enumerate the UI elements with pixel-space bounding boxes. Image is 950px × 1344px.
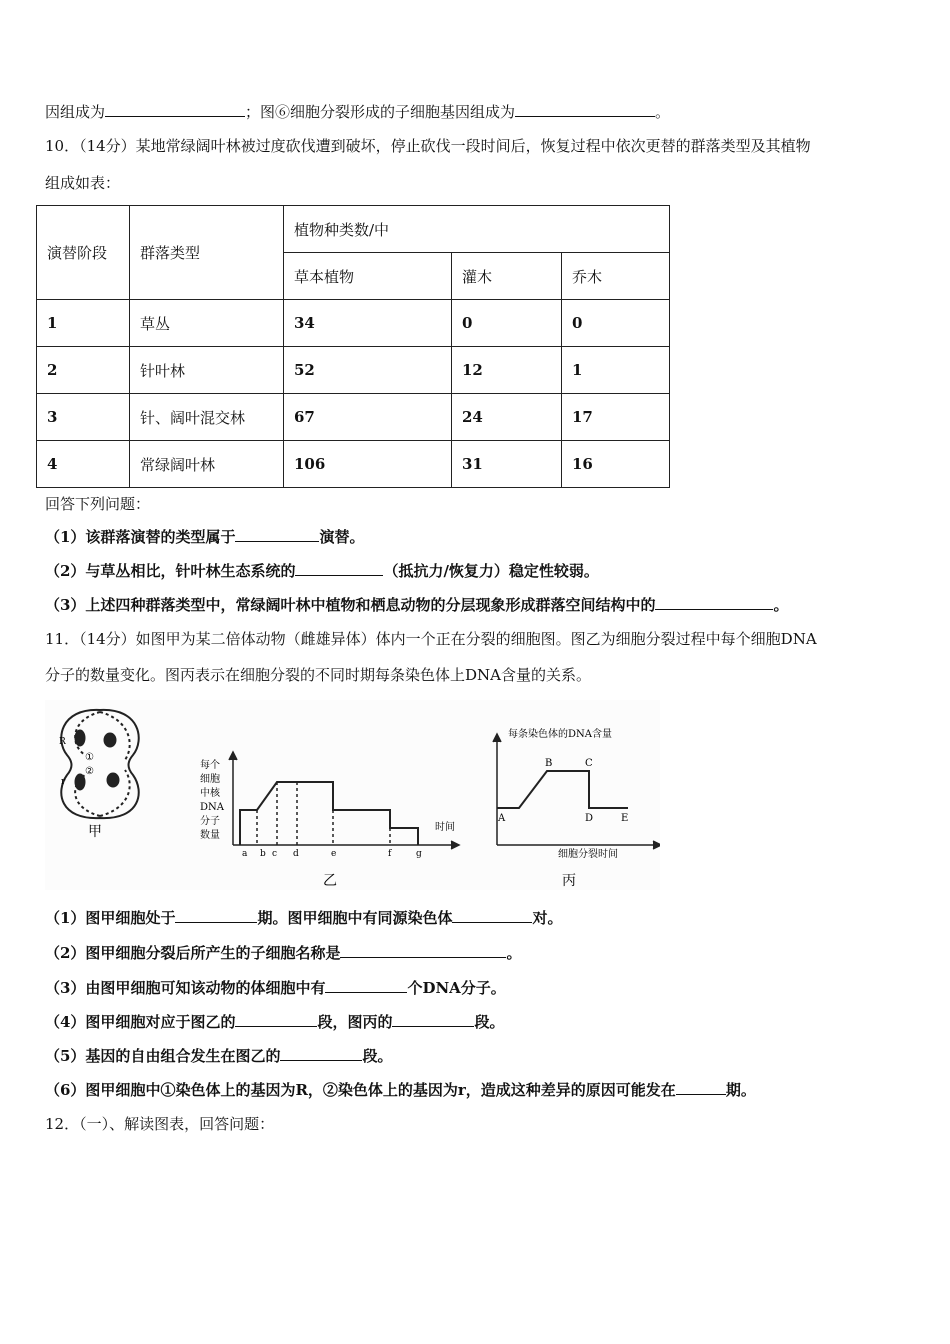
cell: 52 [284, 347, 452, 394]
yi-xlabel: 时间 [435, 822, 455, 833]
q10-intro: 回答下列问题： [45, 495, 151, 513]
bing-points [497, 758, 628, 824]
table-row [37, 441, 670, 488]
cell: 16 [562, 441, 670, 488]
th-shrub: 灌木 [452, 253, 562, 300]
bing-xlabel: 细胞分裂时间 [558, 849, 618, 860]
cell: 针、阔叶混交林 [130, 394, 284, 441]
cell-division-figure [45, 700, 660, 890]
q9-tail: 因组成为 ；图⑥细胞分裂形成的子细胞基因组成为 。 [45, 103, 671, 121]
figure-yi-chart [229, 752, 459, 849]
svg-text:B: B [545, 758, 553, 769]
svg-text:C: C [585, 758, 593, 769]
bing-ylabel: 每条染色体的DNA含量 [508, 729, 612, 740]
th-species: 植物种类数/中 [284, 206, 670, 253]
q11-stem: 11．（14分）如图甲为某二倍体动物（雌雄异体）体内一个正在分裂的细胞图。图乙为细胞分裂过程中每个细胞DNA [45, 630, 817, 648]
cell: 1 [37, 300, 130, 347]
figure-bing-label: 丙 [562, 873, 576, 889]
q11-p3: （3）由图甲细胞可知该动物的体细胞中有 个DNA分子。 [45, 979, 506, 997]
svg-text:分子: 分子 [200, 816, 220, 827]
table-row [37, 300, 670, 347]
succession-table [36, 205, 670, 488]
svg-text:细胞: 细胞 [200, 774, 220, 785]
svg-text:D: D [585, 813, 594, 824]
svg-text:E: E [621, 813, 629, 824]
cell: 12 [452, 347, 562, 394]
cell: 106 [284, 441, 452, 488]
th-type: 群落类型 [130, 206, 284, 300]
q11-stem-2: 分子的数量变化。图丙表示在细胞分裂的不同时期每条染色体上DNA含量的关系。 [45, 666, 591, 684]
svg-text:每个: 每个 [200, 760, 220, 771]
q10-stem: 10．（14分）某地常绿阔叶林被过度砍伐遭到破坏，停止砍伐一段时间后，恢复过程中依次更替的群落类型及其植物 [45, 137, 811, 155]
svg-text:a: a [242, 849, 248, 859]
svg-text:f: f [388, 849, 392, 859]
cell: 0 [452, 300, 562, 347]
q10-p3: （3）上述四种群落类型中，常绿阔叶林中植物和栖息动物的分层现象形成群落空间结构中的 。 [45, 596, 789, 614]
svg-text:b: b [260, 849, 266, 859]
svg-text:d: d [293, 849, 299, 859]
figure-yi-label: 乙 [323, 873, 337, 889]
figure-jia-label: 甲 [88, 824, 102, 840]
th-tree: 乔木 [562, 253, 670, 300]
cell: 31 [452, 441, 562, 488]
cell: 常绿阔叶林 [130, 441, 284, 488]
q11-p1: （1）图甲细胞处于 期。图甲细胞中有同源染色体 对。 [45, 909, 563, 927]
svg-text:DNA: DNA [200, 802, 224, 813]
cell: 34 [284, 300, 452, 347]
th-herb: 草本植物 [284, 253, 452, 300]
figure-jia-cell [61, 710, 138, 818]
table-row [37, 347, 670, 394]
q11-p5: （5）基因的自由组合发生在图乙的 段。 [45, 1047, 393, 1065]
cell: 2 [37, 347, 130, 394]
figure-bing-chart [493, 734, 660, 849]
svg-text:c: c [272, 849, 278, 859]
cell: 67 [284, 394, 452, 441]
cell: 草丛 [130, 300, 284, 347]
svg-text:g: g [416, 849, 422, 859]
cell: 24 [452, 394, 562, 441]
svg-text:数量: 数量 [200, 830, 220, 841]
chromosome-2-label: ② [85, 766, 94, 777]
cell: 1 [562, 347, 670, 394]
svg-text:中核: 中核 [200, 788, 220, 799]
q10-p1: （1）该群落演替的类型属于 演替。 [45, 528, 365, 546]
svg-text:e: e [331, 849, 337, 859]
q10-stem-2: 组成如表： [45, 174, 121, 192]
table-row [37, 394, 670, 441]
gene-r-label: r [61, 777, 66, 787]
yi-ticks [242, 849, 422, 859]
cell: 0 [562, 300, 670, 347]
q10-p2: （2）与草丛相比，针叶林生态系统的 （抵抗力/恢复力）稳定性较弱。 [45, 562, 599, 580]
q11-p4: （4）图甲细胞对应于图乙的 段，图丙的 段。 [45, 1013, 505, 1031]
cell: 针叶林 [130, 347, 284, 394]
q11-p2: （2）图甲细胞分裂后所产生的子细胞名称是 。 [45, 944, 522, 962]
q12-stem: 12．（一）、解读图表，回答问题： [45, 1115, 275, 1133]
cell: 3 [37, 394, 130, 441]
q11-p6: （6）图甲细胞中①染色体上的基因为R，②染色体上的基因为r，造成这种差异的原因可能发在 期。 [45, 1081, 756, 1099]
th-stage: 演替阶段 [37, 206, 130, 300]
chromosome-1-label: ① [85, 752, 94, 763]
svg-text:A: A [498, 813, 506, 824]
gene-R-label: R [59, 737, 66, 747]
cell: 4 [37, 441, 130, 488]
yi-ylabel [200, 758, 225, 841]
cell: 17 [562, 394, 670, 441]
